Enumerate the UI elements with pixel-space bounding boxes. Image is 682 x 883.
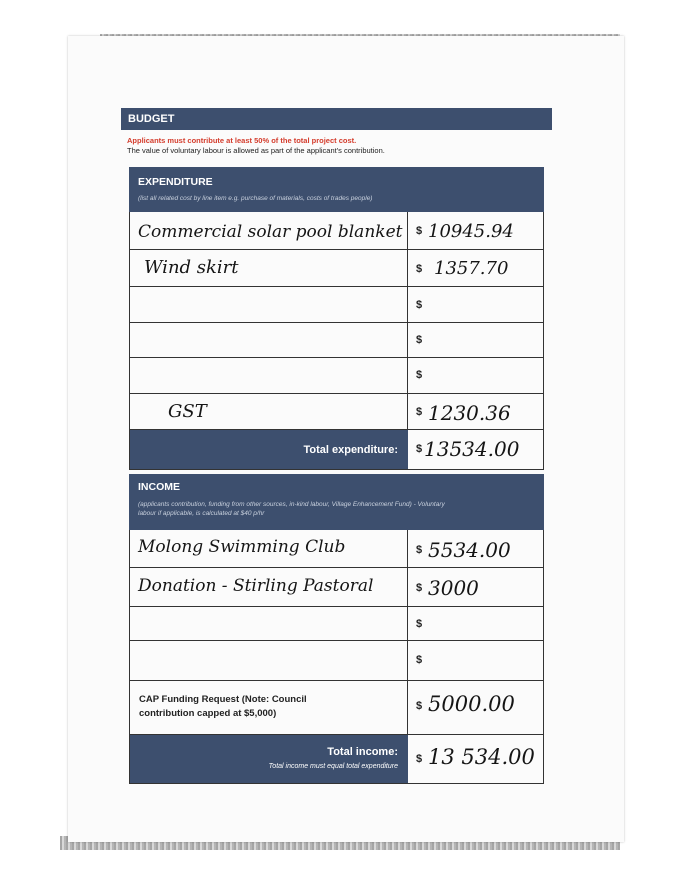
dollar-sign: $ bbox=[416, 618, 423, 630]
expenditure-row[interactable] bbox=[130, 287, 543, 323]
total-income-amount: 13 534.00 bbox=[428, 745, 535, 769]
expenditure-total-row bbox=[130, 430, 543, 470]
expenditure-amount-text: 1357.70 bbox=[434, 258, 509, 279]
contribution-requirement-note: Applicants must contribute at least 50% of the total project cost. bbox=[127, 136, 357, 145]
expenditure-table bbox=[129, 212, 544, 470]
cap-funding-row[interactable] bbox=[130, 681, 543, 735]
dollar-sign: $ bbox=[416, 263, 423, 275]
income-table bbox=[129, 530, 544, 784]
income-subtitle-line2: labour if applicable, is calculated at $40 p/hr bbox=[138, 510, 265, 517]
expenditure-item-cell[interactable] bbox=[130, 323, 408, 357]
expenditure-amount-cell[interactable] bbox=[408, 394, 543, 429]
expenditure-amount-cell[interactable] bbox=[408, 212, 543, 249]
cap-funding-label-cell bbox=[130, 681, 408, 734]
income-header bbox=[129, 474, 544, 530]
expenditure-amount-text: 1230.36 bbox=[428, 401, 511, 425]
expenditure-amount-cell[interactable] bbox=[408, 358, 543, 393]
budget-header: BUDGET bbox=[121, 108, 552, 130]
total-expenditure-label: Total expenditure: bbox=[303, 444, 398, 456]
cap-funding-amount-cell[interactable] bbox=[408, 681, 543, 734]
cap-funding-label-line1: CAP Funding Request (Note: Council bbox=[139, 694, 307, 705]
total-expenditure-amount-cell[interactable] bbox=[408, 430, 543, 469]
dollar-sign: $ bbox=[416, 544, 423, 556]
income-row[interactable] bbox=[130, 568, 543, 607]
expenditure-item-text: Commercial solar pool blanket bbox=[138, 222, 403, 242]
dollar-sign: $ bbox=[416, 369, 423, 381]
income-row[interactable] bbox=[130, 530, 543, 568]
dollar-sign: $ bbox=[416, 225, 423, 237]
income-title: INCOME bbox=[138, 481, 180, 493]
expenditure-amount-cell[interactable] bbox=[408, 287, 543, 322]
dollar-sign: $ bbox=[416, 406, 423, 418]
expenditure-header bbox=[129, 167, 544, 212]
expenditure-subtitle: (list all related cost by line item e.g. purchase of materials, costs of trades people) bbox=[138, 195, 373, 202]
dollar-sign: $ bbox=[416, 443, 423, 455]
expenditure-row[interactable] bbox=[130, 212, 543, 250]
cap-funding-amount: 5000.00 bbox=[428, 692, 515, 716]
cap-funding-label-line2: contribution capped at $5,000) bbox=[139, 708, 277, 719]
expenditure-item-text: GST bbox=[168, 401, 207, 422]
total-income-note: Total income must equal total expenditure bbox=[268, 763, 398, 770]
expenditure-amount-cell[interactable] bbox=[408, 323, 543, 357]
income-item-text: Donation - Stirling Pastoral bbox=[138, 576, 374, 596]
total-expenditure-amount: 13534.00 bbox=[424, 437, 520, 461]
expenditure-row[interactable] bbox=[130, 394, 543, 430]
expenditure-item-cell[interactable] bbox=[130, 394, 408, 429]
dollar-sign: $ bbox=[416, 299, 423, 311]
income-item-text: Molong Swimming Club bbox=[138, 537, 346, 557]
income-amount-cell[interactable] bbox=[408, 641, 543, 680]
income-amount-cell[interactable] bbox=[408, 530, 543, 567]
dollar-sign: $ bbox=[416, 582, 423, 594]
dollar-sign: $ bbox=[416, 753, 423, 765]
total-income-amount-cell[interactable] bbox=[408, 735, 543, 783]
expenditure-item-cell[interactable] bbox=[130, 358, 408, 393]
income-amount-cell[interactable] bbox=[408, 568, 543, 606]
expenditure-row[interactable] bbox=[130, 358, 543, 394]
income-item-cell[interactable] bbox=[130, 530, 408, 567]
income-subtitle-line1: (applicants contribution, funding from other sources, in-kind labour, Village Enhancement Fund) - Voluntary bbox=[138, 501, 445, 508]
expenditure-row[interactable] bbox=[130, 250, 543, 287]
income-amount-text: 3000 bbox=[428, 576, 479, 600]
income-amount-text: 5534.00 bbox=[428, 538, 511, 562]
expenditure-item-cell[interactable] bbox=[130, 287, 408, 322]
dollar-sign: $ bbox=[416, 654, 423, 666]
total-income-label: Total income: bbox=[327, 746, 398, 758]
income-amount-cell[interactable] bbox=[408, 607, 543, 640]
expenditure-row[interactable] bbox=[130, 323, 543, 358]
income-row[interactable] bbox=[130, 641, 543, 681]
expenditure-item-cell[interactable] bbox=[130, 250, 408, 286]
voluntary-labour-note: The value of voluntary labour is allowed as part of the applicant's contribution. bbox=[127, 146, 385, 155]
income-total-row bbox=[130, 735, 543, 784]
income-row[interactable] bbox=[130, 607, 543, 641]
expenditure-amount-cell[interactable] bbox=[408, 250, 543, 286]
income-item-cell[interactable] bbox=[130, 607, 408, 640]
dollar-sign: $ bbox=[416, 334, 423, 346]
expenditure-item-text: Wind skirt bbox=[144, 257, 239, 278]
dollar-sign: $ bbox=[416, 700, 423, 712]
expenditure-item-cell[interactable] bbox=[130, 212, 408, 249]
income-item-cell[interactable] bbox=[130, 641, 408, 680]
income-item-cell[interactable] bbox=[130, 568, 408, 606]
expenditure-amount-text: 10945.94 bbox=[428, 221, 514, 242]
expenditure-title: EXPENDITURE bbox=[138, 176, 213, 188]
